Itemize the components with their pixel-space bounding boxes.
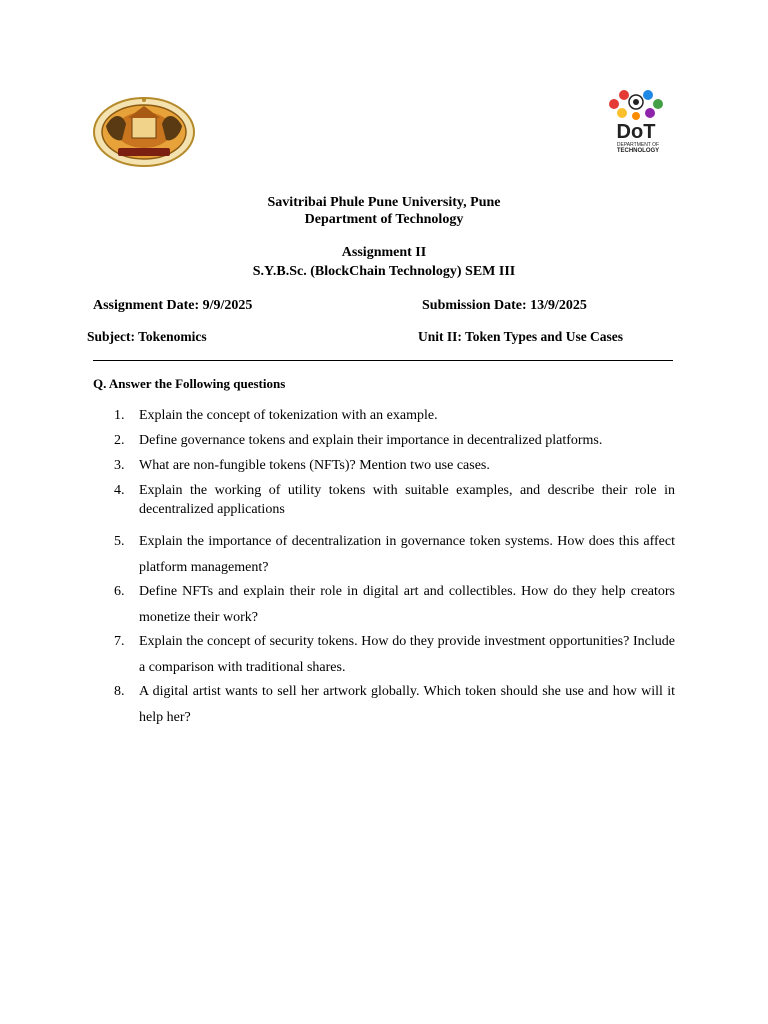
question-number: 7. (114, 634, 125, 649)
question-number: 8. (114, 684, 125, 699)
question-text: Define NFTs and explain their role in digital art and collectibles. How do they help creators monetize their work? (139, 584, 675, 625)
question-text: Explain the importance of decentralization in governance token systems. How does this affect platform management? (139, 534, 675, 575)
svg-text:DEPARTMENT OF: DEPARTMENT OF (616, 142, 660, 148)
course-title: S.Y.B.Sc. (BlockChain Technology) SEM III (252, 264, 516, 279)
submission-date: Submission Date: 13/9/2025 (422, 298, 587, 313)
question-number: 6. (114, 584, 125, 599)
unit: Unit II: Token Types and Use Cases (418, 329, 624, 344)
question-number: 4. (114, 483, 125, 498)
question-text: Define governance tokens and explain their importance in decentralized platforms. (139, 433, 603, 448)
svg-text:DoT: DoT (616, 121, 656, 143)
question-text: Explain the concept of tokenization with an example. (139, 408, 438, 423)
question-number: 3. (114, 458, 125, 473)
question-text: Explain the working of utility tokens with suitable examples, and describe their role in decentralized applications (139, 483, 675, 517)
question-text: Explain the concept of security tokens. How do they provide investment opportunities? Include a comparison with traditional shares. (139, 634, 675, 675)
department-name: Department of Technology (304, 212, 464, 227)
svg-text:TECHNOLOGY: TECHNOLOGY (616, 148, 660, 154)
question-text: A digital artist wants to sell her artwork globally. Which token should she use and how will it help her? (139, 684, 675, 725)
dot-logo-icon (596, 88, 676, 158)
university-seal-icon (92, 96, 196, 168)
question-number: 5. (114, 534, 125, 549)
assignment-date: Assignment Date: 9/9/2025 (93, 298, 253, 313)
assignment-title: Assignment II (341, 245, 427, 260)
subject: Subject: Tokenomics (87, 329, 207, 344)
university-name: Savitribai Phule Pune University, Pune (267, 195, 501, 210)
question-number: 1. (114, 408, 125, 423)
question-text: What are non-fungible tokens (NFTs)? Mention two use cases. (139, 458, 490, 473)
questions-heading: Q. Answer the Following questions (93, 376, 286, 391)
question-number: 2. (114, 433, 125, 448)
divider-rule (93, 360, 673, 361)
